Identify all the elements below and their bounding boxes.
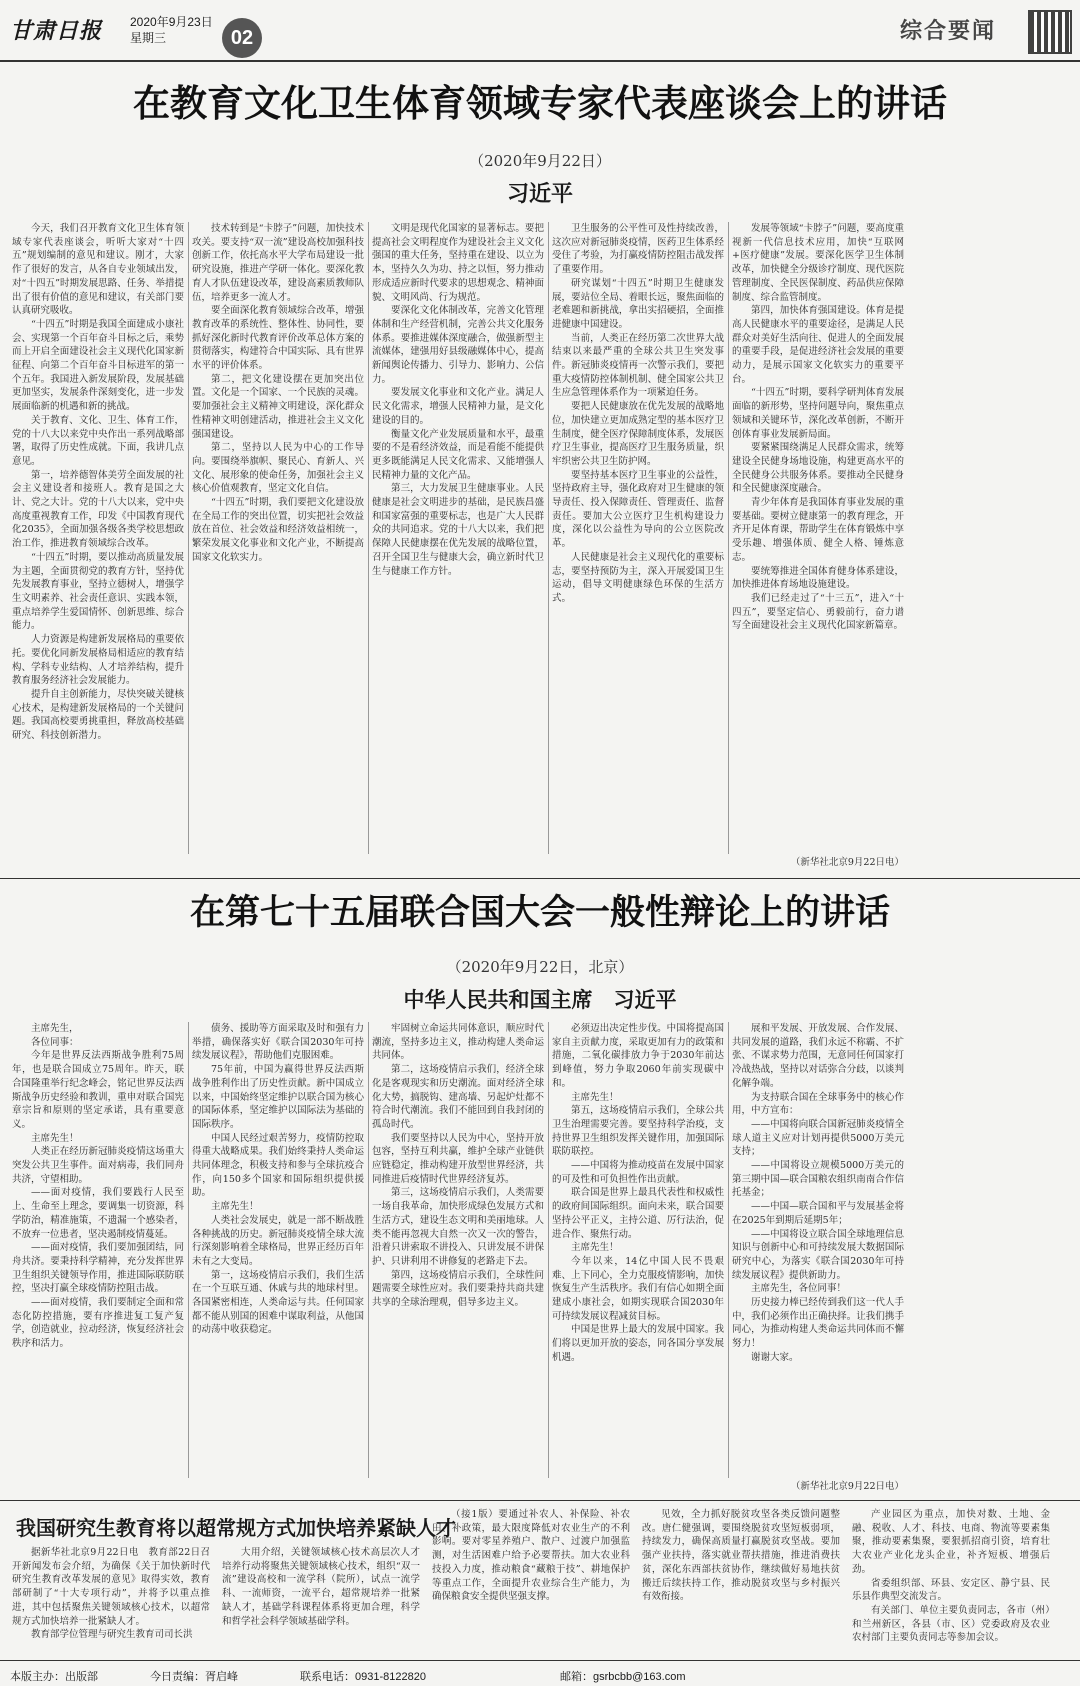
paragraph: 关于教育、文化、卫生、体育工作，党的十八大以来党中央作出一系列战略部署，取得了历史性成就。下面，我讲几点意见。	[12, 414, 184, 467]
signature-text: （新华社北京9月22日电）	[790, 857, 904, 868]
paragraph: 今年以来，14亿中国人民不畏艰难、上下同心，全力克服疫情影响，加快恢复生产生活秩序。我们有信心如期全面建成小康社会，如期实现联合国2030年可持续发展议程减贫目标。	[552, 1255, 724, 1322]
paragraph: 展和平发展、开放发展、合作发展、共同发展的道路，我们永远不称霸、不扩张、不谋求势力范围，无意同任何国家打冷战热战，坚持以对话弥合分歧，以谈判化解争端。	[732, 1023, 904, 1089]
news-column	[12, 1546, 210, 1654]
article-signature	[732, 856, 904, 870]
paragraph: 中国是世界上最大的发展中国家。我们将以更加开放的姿态，同各国分享发展机遇。	[552, 1324, 724, 1363]
paragraph: “十四五”时期，要以推动高质量发展为主题，全面贯彻党的教育方针，坚持优先发展教育事业，坚持立德树人，增强学生文明素养、社会责任意识、实践本领，重点培养学生爱国情怀、创新思维、综合能力。	[12, 551, 184, 632]
article1-title: 在教育文化卫生体育领域专家代表座谈会上的讲话	[133, 82, 947, 125]
paragraph: 文明是现代化国家的显著标志。要把提高社会文明程度作为建设社会主义文化强国的重大任务，坚持重在建设、以立为本，坚持久久为功、持之以恒，努力推动形成适应新时代要求的思想观念、精神面貌、文明风尚、行为规范。	[372, 223, 544, 303]
article2-title: 在第七十五届联合国大会一般性辩论上的讲话	[189, 893, 890, 933]
paragraph: 据新华社北京9月22日电 教育部22日召开新闻发布会介绍，为确保《关于加快新时代研究生教育改革发展的意见》取得实效，教育部研制了“十大专项行动”，并将予以重点推进，其中包括聚焦关键领域核心技术，以超常规方式加快培养一批紧缺人才。	[12, 1547, 210, 1627]
paragraph: 第四，这场疫情启示我们，全球性问题需要全球性应对。我们要秉持共商共建共享的全球治理观，倡导多边主义。	[372, 1269, 544, 1309]
paragraph: 大用介绍，关键领域核心技术高层次人才培养行动将聚焦关键领域核心技术，组织“双一流”建设高校和一流学科（院所），试点一流学科、一流师资，一流平台，超常规培养一批紧缺人才，基础学科课程体系将更加合理，科学和哲学社会科学领域基础学科。	[222, 1547, 420, 1627]
text-column	[552, 1022, 724, 1478]
article1-author: 习近平	[506, 182, 573, 207]
footer-phone: 联系电话：0931-8122820	[300, 1671, 426, 1683]
paragraph: 第二，这场疫情启示我们，经济全球化是客观现实和历史潮流。面对经济全球化大势，搞脱钩、建高墙、另起炉灶都不符合时代潮流。我们不能回到自我封闭的孤岛时代。	[372, 1064, 544, 1130]
paragraph: 发展等领域“卡脖子”问题，要高度重视新一代信息技术应用，加快“互联网+医疗健康”发展。要深化医学卫生体制改革，加快健全分级诊疗制度、现代医院管理制度、全民医保制度、药品供应保障制度、综合监管制度。	[732, 223, 904, 303]
paragraph: ——中国将向联合国新冠肺炎疫情全球人道主义应对计划再提供5000万美元支持；	[732, 1118, 904, 1158]
paragraph: 第二，坚持以人民为中心的工作导向。要围绕举旗帜、聚民心、育新人、兴文化、展形象的使命任务，加强社会主义核心价值观教育，坚定文化自信。	[192, 442, 364, 495]
paragraph: 75年前，中国为赢得世界反法西斯战争胜利作出了历史性贡献。新中国成立以来，中国始终坚定维护以联合国为核心的国际体系，坚定维护以国际法为基础的国际秩序。	[192, 1064, 364, 1130]
paragraph: 历史接力棒已经传到我们这一代人手中，我们必须作出正确抉择。让我们携手同心，为推动构建人类命运共同体而不懈努力！	[732, 1297, 904, 1350]
paragraph: 省委组织部、环县、安定区、静宁县、民乐县作典型交流发言。	[852, 1577, 1050, 1603]
paragraph: 第三，这场疫情启示我们，人类需要一场自我革命，加快形成绿色发展方式和生活方式，建设生态文明和美丽地球。人类不能再忽视大自然一次又一次的警告，沿着只讲索取不讲投入、只讲发展不讲保护、只讲利用不讲修复的老路走下去。	[372, 1187, 544, 1267]
paragraph: “十四五”时期，我们要把文化建设放在全局工作的突出位置，切实把社会效益放在首位、社会效益和经济效益相统一，繁荣发展文化事业和文化产业，不断提高国家文化软实力。	[192, 497, 364, 563]
paragraph: 主席先生！	[571, 1091, 619, 1103]
paragraph: 债务、援助等方面采取及时和强有力举措，确保落实好《联合国2030年可持续发展议程》，帮助他们克服困难。	[192, 1023, 364, 1062]
article-divider	[0, 878, 1080, 879]
paragraph: 为支持联合国在全球事务中的核心作用，中方宣布：	[732, 1091, 904, 1117]
paragraph: ——中国将设立联合国全球地理信息知识与创新中心和可持续发展大数据国际研究中心，为落实《联合国2030年可持续发展议程》提供新助力。	[732, 1228, 904, 1281]
qr-code-icon	[1028, 10, 1072, 54]
news-column	[642, 1508, 840, 1654]
paragraph: 主席先生！	[211, 1201, 259, 1213]
paragraph: 产业园区为重点，加快对数、土地、金融、税收、人才、科技、电商、物流等要素集聚，推动要素集聚，要狠抓招商引资，培育壮大农业产业化龙头企业，补齐短板、增强后劲。	[852, 1509, 1050, 1575]
paragraph: 当前，人类正在经历第二次世界大战结束以来最严重的全球公共卫生突发事件。新冠肺炎疫情再一次警示我们，要把重大疫情防控体制机制、健全国家公共卫生应急管理体系作为一项紧迫任务。	[552, 332, 724, 399]
paragraph: 人类社会发展史，就是一部不断战胜各种挑战的历史。新冠肺炎疫情全球大流行深刻影响着全球格局，世界正经历百年未有之大变局。	[192, 1214, 364, 1267]
footer-editor: 今日责编：胥启峰	[150, 1671, 238, 1683]
text-column	[372, 1022, 544, 1478]
paragraph: 主席先生！	[31, 1132, 79, 1144]
paragraph: 主席先生！	[571, 1242, 619, 1254]
news-column	[432, 1508, 630, 1654]
paragraph: 要把人民健康放在优先发展的战略地位，加快建立更加成熟定型的基本医疗卫生制度，健全医疗保障制度体系，发展医疗卫生事业，提高医疗卫生服务质量，织牢织密公共卫生防护网。	[552, 401, 724, 467]
paragraph: 牢固树立命运共同体意识，顺应时代潮流，坚持多边主义，推动构建人类命运共同体。	[372, 1023, 544, 1062]
paragraph: 要深化文化体制改革，完善文化管理体制和生产经营机制，完善公共文化服务体系。要推进媒体深度融合，做强新型主流媒体，建强用好县级融媒体中心，提高新闻舆论传播力、引导力、影响力、公信力。	[372, 305, 544, 385]
masthead-divider	[0, 60, 1080, 62]
paragraph: 见效，全力抓好脱贫攻坚各类反馈问题整改。唐仁健强调，要围绕脱贫攻坚短板弱项，持续发力，确保高质量打赢脱贫攻坚战。要加强产业扶持，落实就业帮扶措施，推进消费扶贫，深化东西部扶贫协作，继续做好易地扶贫搬迁后续扶持工作，推动脱贫攻坚与乡村振兴有效衔接。	[642, 1509, 840, 1603]
article2-dateline: （2020年9月22日，北京）	[446, 958, 634, 976]
text-column	[12, 1022, 184, 1478]
paragraph: 谢谢大家。	[751, 1351, 799, 1363]
paragraph: 衡量文化产业发展质量和水平，最重要的不是看经济效益，而是看能不能提供更多既能满足人民文化需求、又能增强人民精神力量的文化产品。	[372, 428, 544, 481]
footer-email: 邮箱：gsrbcbb@163.com	[560, 1671, 686, 1683]
paragraph: 今年是世界反法西斯战争胜利75周年，也是联合国成立75周年。昨天，联合国隆重举行纪念峰会，铭记世界反法西斯战争历史经验和教训，重申对联合国宪章宗旨和原则的坚定承诺，具有重要意义。	[12, 1050, 184, 1130]
paragraph: 人力资源是构建新发展格局的重要依托。要优化同新发展格局相适应的教育结构、学科专业结构、人才培养结构，提升教育服务经济社会发展能力。	[12, 634, 184, 687]
paragraph: 教育部学位管理与研究生教育司司长洪	[31, 1629, 193, 1641]
text-column	[192, 222, 364, 854]
issue-date: 2020年9月23日	[130, 15, 213, 29]
text-column	[552, 222, 724, 854]
paragraph: 中国人民经过艰苦努力，疫情防控取得重大战略成果。我们始终秉持人类命运共同体理念，积极支持和参与全球抗疫合作，向150多个国家和国际组织提供援助。	[192, 1132, 364, 1199]
column-rule	[548, 222, 549, 854]
paragraph: 我们已经走过了“十三五”，进入“十四五”，要坚定信心、勇毅前行，奋力谱写全面建设社会主义现代化国家新篇章。	[732, 592, 904, 632]
paragraph: 联合国是世界上最具代表性和权威性的政府间国际组织。面向未来，联合国要坚持公平正义，主持公道、厉行法治，促进合作、聚焦行动。	[552, 1187, 724, 1240]
column-rule	[548, 1022, 549, 1478]
paragraph: ——面对疫情，我们要践行人民至上、生命至上理念，要调集一切资源，科学防治，精准施策，不遗漏一个感染者，不放弃一位患者，坚决遏制疫情蔓延。	[12, 1187, 184, 1240]
paragraph: 第三，大力发展卫生健康事业。人民健康是社会文明进步的基础，是民族昌盛和国家富强的重要标志，也是广大人民群众的共同追求。党的十八大以来，我们把保障人民健康摆在优先发展的战略位置，召开全国卫生与健康大会，确立新时代卫生与健康工作方针。	[372, 483, 544, 577]
paragraph: 各位同事：	[31, 1036, 79, 1048]
news-divider	[0, 1500, 1080, 1501]
column-rule	[188, 222, 189, 854]
paragraph: ——面对疫情，我们要制定全面和常态化防控措施，要有序推进复工复产复学，创造就业，拉动经济，恢复经济社会秩序和活力。	[12, 1297, 184, 1350]
paragraph: 要全面深化教育领域综合改革，增强教育改革的系统性、整体性、协同性，要抓好深化新时代教育评价改革总体方案的贯彻落实，构建符合中国实际、具有世界水平的评价体系。	[192, 305, 364, 372]
paragraph: 主席先生，各位同事！	[751, 1283, 847, 1295]
paragraph: 要发展文化事业和文化产业。满足人民文化需求，增强人民精神力量，是文化建设的目的。	[372, 387, 544, 426]
issue-date-block	[130, 14, 213, 46]
paragraph: ——中国将为推动疫苗在发展中国家的可及性和可负担性作出贡献。	[552, 1160, 724, 1185]
paragraph: 必须迈出决定性步伐。中国将提高国家自主贡献力度，采取更加有力的政策和措施，二氧化碳排放力争于2030年前达到峰值，努力争取2060年前实现碳中和。	[552, 1023, 724, 1089]
article-signature	[732, 1480, 904, 1494]
text-column	[372, 222, 544, 854]
paragraph: ——中国—联合国和平与发展基金将在2025年到期后延期5年；	[732, 1201, 904, 1226]
paragraph: 第五，这场疫情启示我们，全球公共卫生治理需要完善。要坚持科学治疫，支持世界卫生组织发挥关键作用，加强国际联防联控。	[552, 1105, 724, 1158]
newspaper-logo: 甘肃日报	[10, 18, 103, 44]
article2-author: 中华人民共和国主席 习近平	[403, 988, 677, 1012]
paragraph: 有关部门、单位主要负责同志，各市（州）和兰州新区，各县（市、区）党委政府及农业农村部门主要负责同志等参加会议。	[852, 1604, 1050, 1644]
paragraph: 要坚持基本医疗卫生事业的公益性，坚持政府主导，强化政府对卫生健康的领导责任、投入保障责任、管理责任、监督责任。要加大公立医疗卫生机构建设力度，深化以公益性为导向的公立医院改革。	[552, 469, 724, 550]
column-rule	[728, 1022, 729, 1478]
paragraph: “十四五”时期，要科学研判体育发展面临的新形势，坚持问题导向，聚焦重点领域和关键环节，深化改革创新，不断开创体育事业发展新局面。	[732, 387, 904, 440]
paragraph: 技术转到是“卡脖子”问题，加快技术攻关。要支持“双一流”建设高校加强科技创新工作，依托高水平大学布局建设一批研究设施，推进产学研一体化。要深化教育人才队伍建设改革，建设高素质教师队伍，培养更多一流人才。	[192, 223, 364, 303]
paragraph: 提升自主创新能力，尽快突破关键核心技术，是构建新发展格局的一个关键问题。我国高校要勇挑重担，释放高校基础研究、科技创新潜力。	[12, 688, 184, 742]
paragraph: 第一，这场疫情启示我们，我们生活在一个互联互通、休戚与共的地球村里。各国紧密相连，人类命运与共。任何国家都不能从别国的困难中谋取利益，从他国的动荡中收获稳定。	[192, 1269, 364, 1336]
paragraph: 今天，我们召开教育文化卫生体育领域专家代表座谈会，听听大家对“十四五”规划编制的意见和建议。刚才，大家作了很好的发言，从各自专业领域出发，对“十四五”时期发展思路、任务、举措提出了很有价值的意见和建议，有关部门要认真研究吸收。	[12, 223, 184, 317]
paragraph: 青少年体育是我国体育事业发展的重要基础。要树立健康第一的教育理念，开齐开足体育课，帮助学生在体育锻炼中享受乐趣、增强体质、健全人格、锤炼意志。	[732, 497, 904, 563]
paragraph: 要紧紧围绕满足人民群众需求，统筹建设全民健身场地设施，构建更高水平的全民健身公共服务体系。要推动全民健身和全民健康深度融合。	[732, 442, 904, 495]
column-rule	[728, 222, 729, 854]
paragraph: 第四，加快体育强国建设。体育是提高人民健康水平的重要途径，是满足人民群众对美好生活向往、促进人的全面发展的重要手段，是促进经济社会发展的重要动力，是展示国家文化软实力的重要平台。	[732, 305, 904, 385]
news-column	[222, 1546, 420, 1654]
paragraph: 要统筹推进全国体育健身体系建设，加快推进体育场地设施建设。	[732, 565, 904, 591]
column-rule	[368, 1022, 369, 1478]
paragraph: 人民健康是社会主义现代化的重要标志，要坚持预防为主，深入开展爱国卫生运动，倡导文明健康绿色环保的生活方式。	[552, 551, 724, 604]
paragraph: ——中国将设立规模5000万美元的第三期中国—联合国粮农组织南南合作信托基金；	[732, 1160, 904, 1199]
paragraph: 第一，培养德智体美劳全面发展的社会主义建设者和接班人。教育是国之大计、党之大计。党的十八大以来，党中央高度重视教育工作，印发《中国教育现代化2035》，全面加强各级各类学校思想政治工作，推进教育领域综合改革。	[12, 469, 184, 550]
column-rule	[368, 222, 369, 854]
article1-dateline: （2020年9月22日）	[469, 152, 611, 170]
paragraph: ——面对疫情，我们要加强团结，同舟共济。要秉持科学精神，充分发挥世界卫生组织关键领导作用，推进国际联防联控，坚决打赢全球疫情防控阻击战。	[12, 1242, 184, 1295]
paragraph: “十四五”时期是我国全面建成小康社会、实现第一个百年奋斗目标之后，乘势而上开启全面建设社会主义现代化国家新征程、向第二个百年奋斗目标进军的第一个五年。我国进入新发展阶段，发展基础更加坚实，发展条件深刻变化，进一步发展面临新的机遇和新的挑战。	[12, 318, 184, 413]
footer-organizer: 本版主办：出版部	[10, 1671, 98, 1683]
paragraph: （接1版）要通过补农人、补保险、补农田、补政策，最大限度降低对农业生产的不利影响。要对零星养殖户、散户、过渡户加强监测，对生活困难户给予必要帮扶。加大农业科技投入力度，推动粮食“藏粮于技”、耕地保护等重点工作，全面提升农业综合生产能力，为确保粮食安全提供坚强支撑。	[432, 1509, 630, 1603]
masthead	[0, 0, 1080, 80]
text-column	[192, 1022, 364, 1478]
news-column	[852, 1508, 1050, 1654]
paragraph: 第二，把文化建设摆在更加突出位置。文化是一个国家、一个民族的灵魂。要加强社会主义精神文明建设，深化群众性精神文明创建活动，推进社会主义文化强国建设。	[192, 373, 364, 440]
footer-divider	[0, 1660, 1080, 1661]
footer	[0, 1662, 1080, 1686]
text-column	[732, 1022, 904, 1478]
issue-weekday: 星期三	[130, 31, 167, 45]
paragraph: 人类正在经历新冠肺炎疫情这场重大突发公共卫生事件。面对病毒，我们同舟共济，守望相助。	[12, 1146, 184, 1185]
paragraph: 研究谋划“十四五”时期卫生健康发展，要站位全局、着眼长远，聚焦面临的老难题和新挑战，拿出实招硬招，全面推进健康中国建设。	[552, 277, 724, 330]
text-column	[12, 222, 184, 854]
paragraph: 卫生服务的公平性可及性持续改善，这次应对新冠肺炎疫情，医药卫生体系经受住了考验，为打赢疫情防控阻击战发挥了重要作用。	[552, 223, 724, 276]
column-rule	[188, 1022, 189, 1478]
paragraph: 主席先生，	[31, 1023, 79, 1034]
text-column	[732, 222, 904, 854]
news-title: 我国研究生教育将以超常规方式加快培养紧缺人才	[16, 1516, 456, 1540]
section-title: 综合要闻	[900, 19, 997, 44]
page-number-badge: 02	[222, 18, 262, 58]
signature-text: （新华社北京9月22日电）	[790, 1481, 904, 1492]
paragraph: 我们要坚持以人民为中心，坚持开放包容，坚持互利共赢，维护全球产业链供应链稳定，推动构建开放型世界经济，共同推进后疫情时代世界经济复苏。	[372, 1132, 544, 1185]
